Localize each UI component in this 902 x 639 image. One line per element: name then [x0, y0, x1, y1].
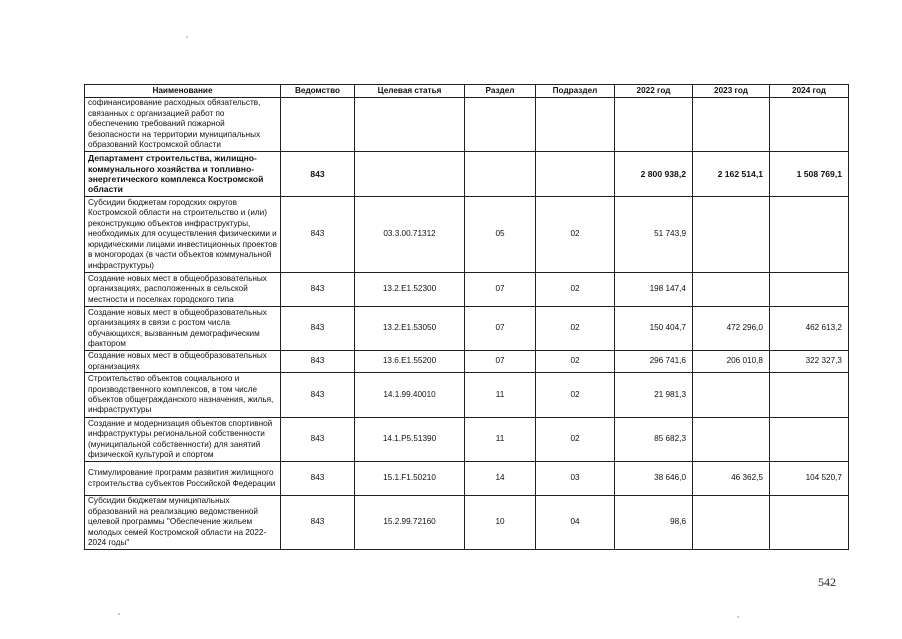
cell-subsection: 02	[536, 273, 615, 307]
cell-section	[465, 152, 536, 197]
cell-2022: 198 147,4	[615, 273, 693, 307]
cell-2022: 98,6	[615, 496, 693, 550]
cell-2024	[770, 418, 849, 462]
cell-dept	[281, 98, 355, 152]
cell-2022: 38 646,0	[615, 462, 693, 496]
cell-2022: 296 741,6	[615, 351, 693, 373]
scan-speck	[737, 616, 739, 618]
page-number: 542	[818, 575, 836, 589]
cell-target	[355, 152, 465, 197]
cell-subsection: 02	[536, 307, 615, 351]
table-row	[85, 373, 849, 418]
cell-target: 03.3.00.71312	[355, 197, 465, 273]
cell-name: Создание новых мест в общеобразовательных организациях	[85, 351, 281, 373]
cell-name: Создание и модернизация объектов спортивной инфраструктуры региональной собственности (муниципальной собственности) для занятий физической культурой и спортом	[85, 418, 281, 462]
header-row	[85, 85, 849, 98]
cell-2024	[770, 273, 849, 307]
cell-2023	[693, 418, 770, 462]
cell-dept: 843	[281, 462, 355, 496]
cell-subsection: 02	[536, 418, 615, 462]
cell-target: 14.1.99.40010	[355, 373, 465, 418]
cell-name: Создание новых мест в общеобразовательных организациях, расположенных в сельской местности и поселках городского типа	[85, 273, 281, 307]
header-2023: 2023 год	[693, 85, 770, 98]
cell-2024: 104 520,7	[770, 462, 849, 496]
cell-subsection	[536, 98, 615, 152]
header-section: Раздел	[465, 85, 536, 98]
cell-section: 10	[465, 496, 536, 550]
cell-subsection: 02	[536, 373, 615, 418]
cell-2022: 51 743,9	[615, 197, 693, 273]
cell-2023: 46 362,5	[693, 462, 770, 496]
cell-2022: 2 800 938,2	[615, 152, 693, 197]
cell-2023: 472 296,0	[693, 307, 770, 351]
cell-section: 11	[465, 373, 536, 418]
cell-subsection: 02	[536, 197, 615, 273]
cell-2022	[615, 98, 693, 152]
cell-section: 07	[465, 307, 536, 351]
cell-section: 14	[465, 462, 536, 496]
table-row	[85, 98, 849, 152]
cell-subsection: 04	[536, 496, 615, 550]
cell-2022: 150 404,7	[615, 307, 693, 351]
cell-dept: 843	[281, 197, 355, 273]
cell-subsection: 02	[536, 351, 615, 373]
cell-2024	[770, 496, 849, 550]
cell-2022: 21 981,3	[615, 373, 693, 418]
cell-2022: 85 682,3	[615, 418, 693, 462]
cell-dept: 843	[281, 152, 355, 197]
cell-name: софинансирование расходных обязательств, связанных с организацией работ по обеспечению требований пожарной безопасности на территории муниципальных образований Костромской области	[85, 98, 281, 152]
cell-dept: 843	[281, 373, 355, 418]
scan-speck	[118, 613, 120, 615]
cell-name: Стимулирование программ развития жилищного строительства субъектов Российской Федерации	[85, 462, 281, 496]
cell-2024	[770, 197, 849, 273]
cell-target	[355, 98, 465, 152]
cell-2024: 322 327,3	[770, 351, 849, 373]
cell-2024: 1 508 769,1	[770, 152, 849, 197]
cell-section: 05	[465, 197, 536, 273]
cell-section	[465, 98, 536, 152]
cell-section: 07	[465, 351, 536, 373]
cell-target: 15.2.99.72160	[355, 496, 465, 550]
cell-dept: 843	[281, 307, 355, 351]
cell-2024	[770, 98, 849, 152]
cell-2023: 206 010,8	[693, 351, 770, 373]
cell-2024: 462 613,2	[770, 307, 849, 351]
cell-dept: 843	[281, 273, 355, 307]
table-row	[85, 307, 849, 351]
cell-dept: 843	[281, 351, 355, 373]
cell-dept: 843	[281, 496, 355, 550]
cell-2023	[693, 197, 770, 273]
header-name: Наименование	[85, 85, 281, 98]
table-row	[85, 496, 849, 550]
cell-2023	[693, 496, 770, 550]
cell-2023	[693, 373, 770, 418]
cell-subsection	[536, 152, 615, 197]
cell-2023	[693, 98, 770, 152]
header-2022: 2022 год	[615, 85, 693, 98]
cell-name: Строительство объектов социального и производственного комплексов, в том числе объектов общегражданского назначения, жилья, инфраструктуры	[85, 373, 281, 418]
cell-target: 13.2.E1.52300	[355, 273, 465, 307]
cell-name: Департамент строительства, жилищно-коммунального хозяйства и топливно-энергетического комплекса Костромской области	[85, 152, 281, 197]
cell-name: Субсидии бюджетам муниципальных образований на реализацию ведомственной целевой программы "Обеспечение жильем молодых семей Костромской области на 2022-2024 годы"	[85, 496, 281, 550]
cell-2023	[693, 273, 770, 307]
table-row-department	[85, 152, 849, 197]
cell-section: 11	[465, 418, 536, 462]
cell-name: Создание новых мест в общеобразовательных организациях в связи с ростом числа обучающихся, вызванным демографическим фактором	[85, 307, 281, 351]
cell-2023: 2 162 514,1	[693, 152, 770, 197]
budget-table	[84, 84, 849, 550]
cell-name: Субсидии бюджетам городских округов Костромской области на строительство и (или) реконструкцию объектов инфраструктуры, необходимых для осуществления физическими и юридическими лицами инвестиционных проектов в моногородах (в части объектов коммунальной инфраструктуры)	[85, 197, 281, 273]
scan-speck	[186, 36, 188, 38]
table-row	[85, 462, 849, 496]
cell-subsection: 03	[536, 462, 615, 496]
table-row	[85, 351, 849, 373]
cell-target: 15.1.F1.50210	[355, 462, 465, 496]
cell-dept: 843	[281, 418, 355, 462]
cell-section: 07	[465, 273, 536, 307]
cell-target: 13.6.E1.55200	[355, 351, 465, 373]
header-dept: Ведомство	[281, 85, 355, 98]
header-2024: 2024 год	[770, 85, 849, 98]
cell-target: 13.2.E1.53050	[355, 307, 465, 351]
table-row	[85, 197, 849, 273]
cell-2024	[770, 373, 849, 418]
header-subsection: Подраздел	[536, 85, 615, 98]
header-target: Целевая статья	[355, 85, 465, 98]
cell-target: 14.1.P5.51390	[355, 418, 465, 462]
table-row	[85, 273, 849, 307]
table-row	[85, 418, 849, 462]
